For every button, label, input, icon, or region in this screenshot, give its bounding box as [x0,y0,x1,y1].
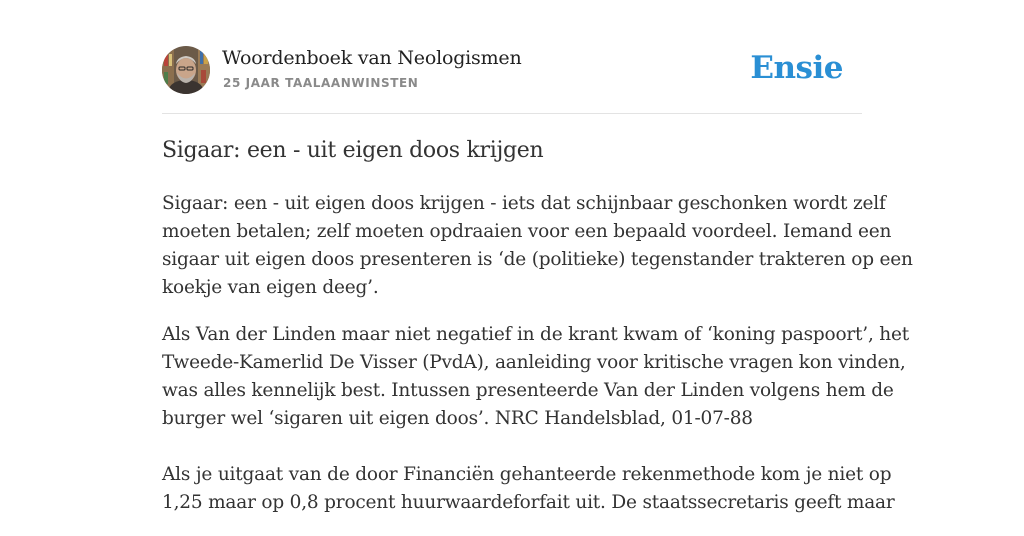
blog-header [162,46,862,96]
paragraph-line: sigaar uit eigen doos presenteren is ‘de (politieke) tegenstander trakteren op een [162,249,913,270]
post-content [162,190,913,536]
paragraph-line: was alles kennelijk best. Intussen presenteerde Van der Linden volgens hem de [162,380,894,401]
paragraph-line: Als Van der Linden maar niet negatief in de krant kwam of ‘koning paspoort’, het [162,324,909,345]
header-divider [162,113,862,114]
portrait-avatar-icon [162,46,210,94]
paragraph-line: koekje van eigen deeg’. [162,277,379,298]
author-avatar[interactable] [162,46,210,94]
paragraph-line: burger wel ‘sigaren uit eigen doos’. NRC Handelsblad, 01-07-88 [162,408,753,429]
definition-paragraph [162,190,913,302]
paragraph-line: Sigaar: een - uit eigen doos krijgen - iets dat schijnbaar geschonken wordt zelf [162,193,886,214]
paragraph-line: Als je uitgaat van de door Financiën gehanteerde rekenmethode kom je niet op [162,464,892,485]
ensie-logo-link[interactable]: Ensie [750,50,843,86]
paragraph-line: Tweede-Kamerlid De Visser (PvdA), aanleiding voor kritische vragen kon vinden, [162,352,906,373]
blog-title[interactable]: Woordenboek van Neologismen [222,47,522,69]
post-title: Sigaar: een - uit eigen doos krijgen [162,138,544,163]
citation-paragraph [162,321,909,433]
paragraph-line: moeten betalen; zelf moeten opdraaien voor een bepaald voordeel. Iemand een [162,221,892,242]
citation-paragraph [162,461,895,517]
paragraph-line: 1,25 maar op 0,8 procent huurwaardeforfait uit. De staatssecretaris geeft maar [162,492,895,513]
blog-subtitle: 25 JAAR TAALAANWINSTEN [223,76,419,90]
